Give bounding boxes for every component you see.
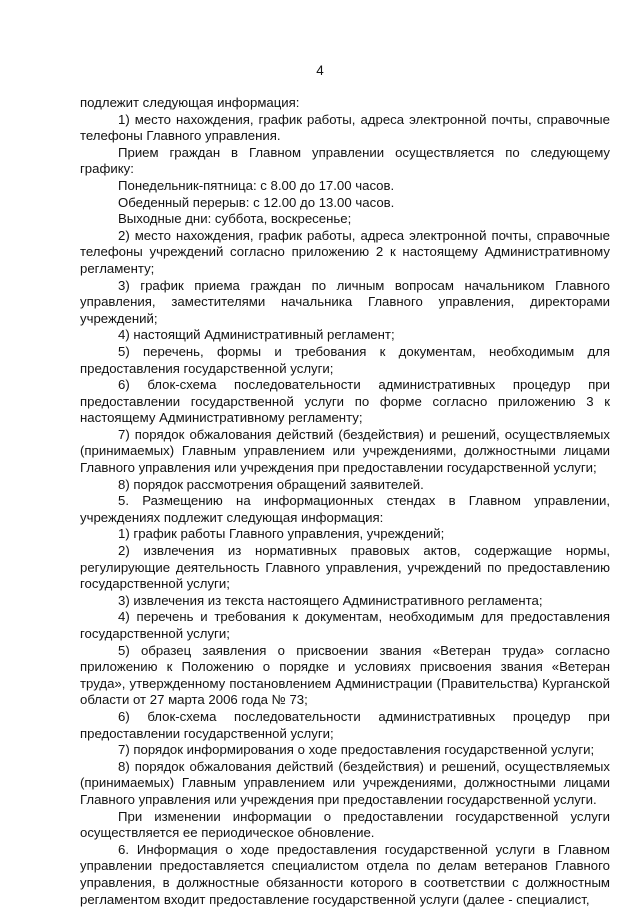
paragraph: 2) извлечения из нормативных правовых актов, содержащие нормы, регулирующие деятельность Главного управления, учреждений по предоставлению государственной услуги;: [80, 543, 610, 592]
paragraph: 1) место нахождения, график работы, адреса электронной почты, справочные телефоны Главного управления.: [80, 111, 610, 144]
paragraph: 1) график работы Главного управления, учреждений;: [118, 526, 445, 542]
paragraph: 4) перечень и требования к документам, необходимым для предоставления государственной услуги;: [80, 609, 610, 641]
paragraph: Выходные дни: суббота, воскресенье;: [118, 211, 352, 227]
paragraph: Понедельник-пятница: с 8.00 до 17.00 часов.: [118, 177, 395, 193]
paragraph: 6) блок-схема последовательности административных процедур при предоставлении государственной услуги;: [80, 708, 610, 741]
paragraph: 3) извлечения из текста настоящего Административного регламента;: [118, 592, 543, 608]
paragraph: 8) порядок обжалования действий (бездействия) и решений, осуществляемых (принимаемых) Главным управлением или учреждениями, должностными лицами Главного управления или учреждения при предоставлении государственной услуги.: [80, 758, 610, 807]
paragraph: 2) место нахождения, график работы, адреса электронной почты, справочные телефоны учреждений согласно приложению 2 к настоящему Административному регламенту;: [80, 227, 610, 276]
paragraph: 6. Информация о ходе предоставления государственной услуги в Главном управлении предоставляется специалистом отдела по делам ветеранов Главного управления, в должностные обязанности которого в соответствии с должностным регламентом входит предоставление государственной услуги (далее - специалист,: [80, 841, 610, 907]
paragraph: 7) порядок информирования о ходе предоставления государственной услуги;: [118, 742, 595, 758]
paragraph: При изменении информации о предоставлении государственной услуги осуществляется ее периодическое обновление.: [80, 808, 610, 841]
document-body: [80, 95, 610, 908]
paragraph: 4) настоящий Административный регламент;: [118, 327, 395, 343]
page-number: 4: [316, 63, 324, 78]
paragraph: 6) блок-схема последовательности административных процедур при предоставлении государственной услуги по форме согласно приложению 3 к настоящему Административному регламенту;: [80, 377, 610, 426]
paragraph: 5) перечень, формы и требования к документам, необходимым для предоставления государственной услуги;: [80, 343, 610, 376]
paragraph: подлежит следующая информация:: [80, 95, 300, 110]
paragraph: Прием граждан в Главном управлении осуществляется по следующему графику:: [80, 144, 610, 177]
paragraph: 7) порядок обжалования действий (бездействия) и решений, осуществляемых (принимаемых) Главным управлением или учреждениями, должностными лицами Главного управления или учреждения при предоставлении государственной услуги;: [80, 426, 610, 476]
paragraph: 5) образец заявления о присвоении звания «Ветеран труда» согласно приложению к Положению о порядке и условиях присвоения звания «Ветеран труда», утвержденному постановлением Администрации (Правительства) Курганской области от 27 марта 2006 года № 73;: [80, 642, 610, 708]
paragraph: Обеденный перерыв: с 12.00 до 13.00 часов.: [118, 194, 395, 210]
paragraph: 3) график приема граждан по личным вопросам начальником Главного управления, заместителями начальника Главного управления, директорами учреждений;: [80, 277, 610, 326]
paragraph: 5. Размещению на информационных стендах в Главном управлении, учреждениях подлежит следующая информация:: [80, 493, 610, 525]
paragraph: 8) порядок рассмотрения обращений заявителей.: [118, 476, 424, 492]
